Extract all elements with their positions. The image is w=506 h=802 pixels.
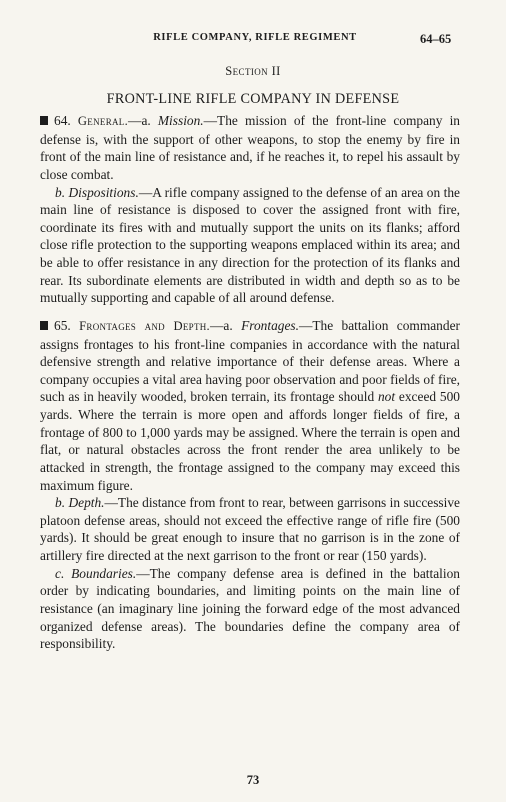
sub-letter: b. [55, 184, 66, 200]
paragraph-heading: General. [77, 114, 129, 128]
sub-heading: Dispositions. [68, 184, 139, 200]
sub-heading: Boundaries. [71, 565, 137, 581]
paragraph-range: 64–65 [420, 32, 452, 46]
sub-heading: Mission. [157, 113, 204, 128]
paragraph-text: —A rifle company assigned to the defense of an area on the main line of resistance is disposed to cover the assigned front with fire, coordinate its fires with and mutually support the units on its flanks; afford close rifle protection to the supporting weapons emplaced within its area; and be able to offer resistance in any direction for the protection of its flanks and rear. Its subordinate elements are distributed in width and depth so as to be mutually supporting and capable of all around defense. [40, 184, 460, 306]
sub-letter: b. [55, 495, 66, 511]
emphasis-word: not [377, 389, 396, 405]
paragraph-64b [40, 184, 460, 307]
running-header [0, 32, 506, 52]
paragraph-64a [40, 112, 460, 184]
page-number: 73 [246, 773, 260, 787]
sub-letter: —a. [210, 317, 233, 333]
sub-letter: c. [55, 565, 65, 581]
section-bullet-icon [40, 116, 48, 125]
body-text [40, 112, 460, 653]
paragraph-text: —The company defense area is defined in the battalion order by indicating boundaries, and limiting points on the main line of resistance (an imaginary line joining the forward edge of the most advanced organized defense areas). The boundaries define the company area of responsibility. [40, 565, 460, 652]
paragraph-text: —The distance from front to rear, between garrisons in successive platoon defense areas, should not exceed the effective range of rifle fire (500 yards). It should be great enough to insure that no garrison is in the zone of artillery fire directed at the next garrison to the front or rear (150 yards). [40, 495, 460, 563]
paragraph-text: —The mission of the front-line company in defense is, with the support of other weapons, to stop the enemy by fire in front of the main line of resistance and, if he reaches it, to repel his assault by close combat. [40, 113, 460, 182]
paragraph-65c [40, 565, 460, 653]
running-title: RIFLE COMPANY, RIFLE REGIMENT [153, 32, 357, 43]
paragraph-number: 64. [54, 113, 71, 128]
section-label: Section II [225, 64, 281, 78]
paragraph-65b [40, 494, 460, 565]
sub-heading: Depth. [68, 495, 105, 511]
section-bullet-icon [40, 321, 48, 330]
paragraph-65a [40, 317, 460, 494]
paragraph-number: 65. [54, 317, 71, 333]
sub-letter: —a. [128, 113, 151, 128]
paragraph-text: —The battalion commander assigns frontages to his front-line companies in accordance with the natural defensive strength and relative importance of their defense areas. Where a company occupies a vital area having poor observation and poor fields of fire, such as in heavily wooded, broken terrain, its frontage should [40, 317, 460, 405]
paragraph-text-continued: exceed 500 yards. Where the terrain is more open and affords longer fields of fire, a frontage of 800 to 1,000 yards may be assigned. Where the terrain is open and flat, or natural obstacles across the front render the area unlikely to be attacked in strength, the frontage assigned to the company may exceed this maximum figure. [40, 389, 460, 493]
sub-heading: Frontages. [241, 317, 299, 333]
section-heading: FRONT-LINE RIFLE COMPANY IN DEFENSE [106, 91, 400, 107]
paragraph-heading: Frontages and Depth. [79, 318, 210, 333]
